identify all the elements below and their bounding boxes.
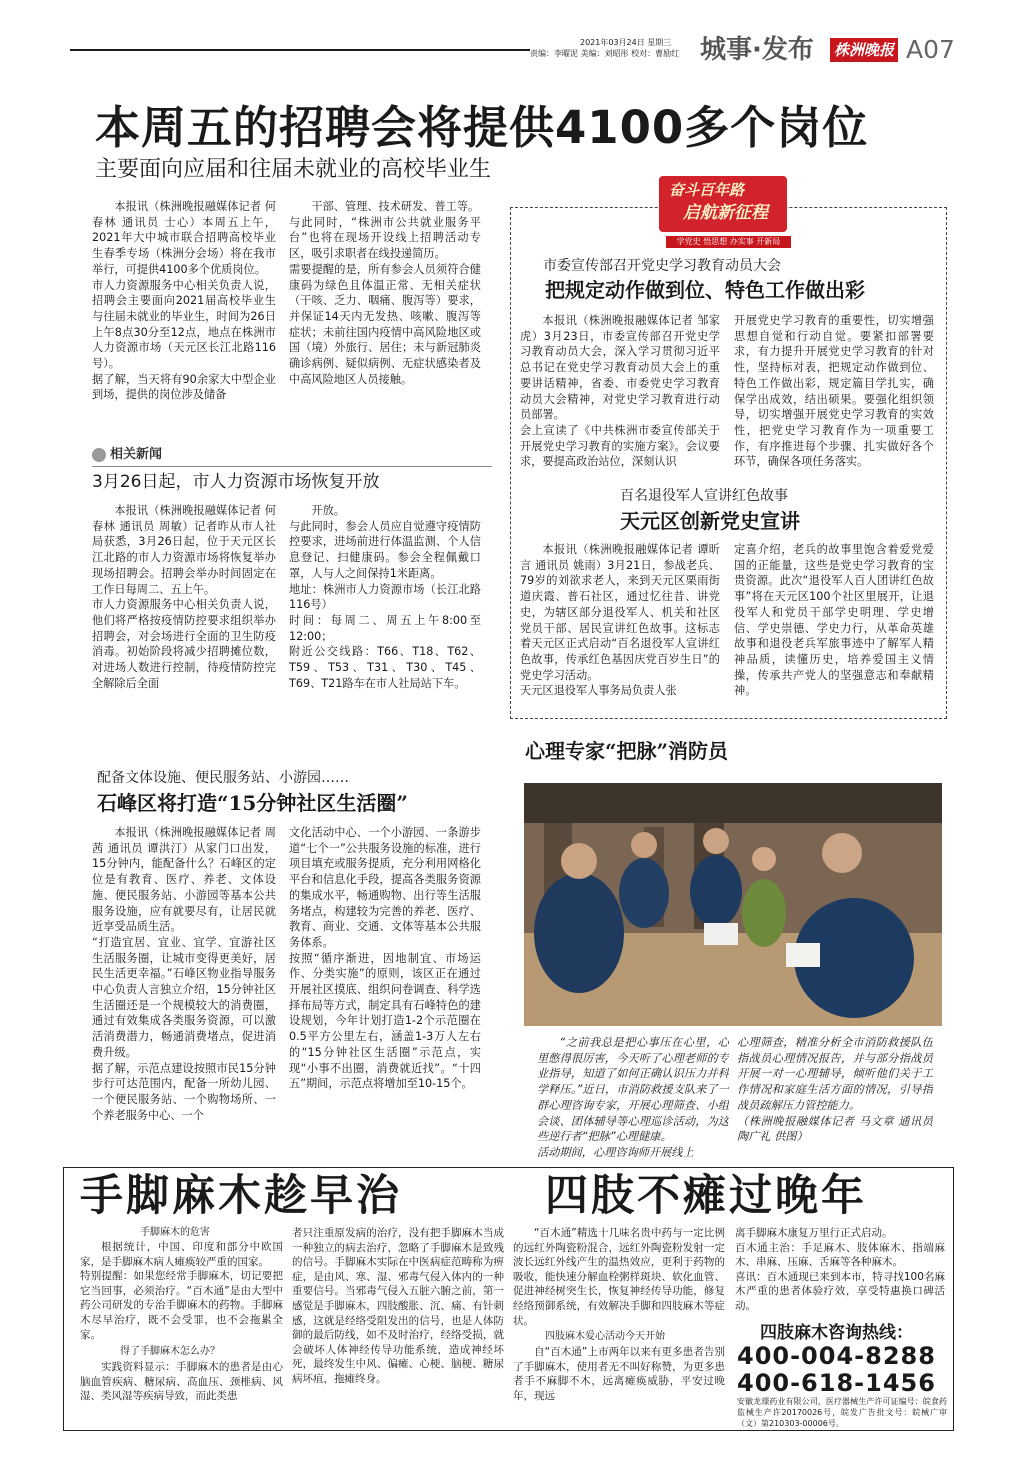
party-story2-col2: 定喜介绍，老兵的故事里饱含着爱党爱国的正能量，这些是党史学习教育的宝贵资源。此次“退役军人百人团讲红色故事”将在天元区100个社区里展开，让退役军人和党员干部学史明理、学史增信、学史崇德、学史力行，从革命英雄故事和退役老兵军旅事迹中了解军人精神品质，读懂历史，培养爱国主义情操，传承共产党人的坚强意志和奉献精神。	[734, 543, 934, 698]
party-logo	[655, 170, 795, 238]
ad-right-rule	[953, 1167, 954, 1430]
page-number: A07	[906, 35, 955, 64]
ad-col3: “百木通”精选十几味名贵中药与一定比例的远红外陶瓷粉混合，远红外陶瓷粉发射一定波长远红外线产生的温热效应，更利于药物的吸收，能快速分解血栓粥样斑块、软化血管、促进神经树突生长，恢复神经传导功能，修复经络预御系统，有效解决手脚和四肢麻木等症状。	[513, 1227, 725, 1326]
photo-illustration	[524, 783, 942, 1026]
logo-line2: 启航新征程	[683, 203, 768, 223]
ad-col3b: 自“百木通”上市两年以来有更多患者告别了手脚麻木，使用者无不叫好称赞，为更多患者手不麻脚不木，远离瘫痪威胁，平安过晚年，现远	[513, 1346, 725, 1402]
photo-headline: 心理专家“把脉”消防员	[525, 739, 729, 763]
community-col2: 文化活动中心、一个小游园、一条游步道“七个一”公共服务设施的标准，进行项目填充或服务提质，充分利用网格化平台和信息化手段，提高各类服务资源的集成水平，畅通购物、出行等生活服务堵点，构建较为完善的养老、医疗、教育、商业、交通、文体等基本公共服务体系。 按照“循序渐进，因地制宜、市场运作、分类实施”的原则，该区正在通过开展社区摸底、组织问卷调查、科学选择布局等方式，制定具有石峰特色的建设规划，今年计划打造1-2个示范圈在0.5平方公里左右，涵盖1-3万人左右的“15分钟社区生活圈”示范点，实现“小事不出圈，消费就近找”。“十四五”期间，示范点将增加至10-15个。	[289, 826, 481, 1091]
lead-headline: 本周五的招聘会将提供4100多个岗位	[95, 101, 869, 154]
related-tag-label: 相关新闻	[110, 447, 163, 462]
related-col1: 本报讯（株洲晚报融媒体记者 何春林 通讯员 周敏）记者昨从市人社局获悉，3月26日起，位于天元区长江北路的市人力资源市场将恢复举办现场招聘会。招聘会举办时间固定在工作日每周二、五上午。 市人力资源服务中心相关负责人说，他们将严格按疫情防控要求组织举办招聘会，对会场进行全面的卫生防疫消毒。初始阶段将减少招聘摊位数，对进场人数进行控制，待疫情防控完全解除后全面	[92, 504, 276, 690]
bubble-icon	[92, 448, 106, 462]
ad-headline-left: 手脚麻木趁早治	[80, 1171, 402, 1221]
ad-col4: 离手脚麻木康复万里行正式启动。 百木通主治：手足麻木、肢体麻木、指端麻木、串麻、压麻、舌麻等各种麻木。 喜讯：百木通现已来到本市，特寻找100名麻木严重的患者体验疗效，享受特惠换口碑活动。	[735, 1227, 945, 1312]
lead-subhead: 主要面向应届和往届未就业的高校毕业生	[95, 157, 492, 182]
photo-caption-col1: “之前我总是把心事压在心里，心里憋得很厉害，今天听了心理老师的专业指导，知道了如何正确认识压力并科学释压。”近日，市消防救援支队来了一群心理咨询专家，开展心理筛查、小组会谈、团体辅导等心理巡诊活动，为这些逆行者“把脉”心理健康。 活动期间，心理咨询师开展线上	[537, 1036, 729, 1159]
related-headline: 3月26日起，市人力资源市场恢复开放	[92, 472, 380, 492]
firefighters-photo	[524, 783, 942, 1026]
ad-col1-title2: 得了手脚麻木怎么办？	[120, 1346, 220, 1357]
ad-col1-title: 手脚麻木的危害	[140, 1227, 210, 1238]
hotline-phone-2: 400-618-1456	[737, 1369, 936, 1397]
ad-top-rule	[63, 1167, 953, 1168]
ad-col1: 根据统计，中国、印度和部分中欧国家，是手脚麻木病人瘫痪较严重的国家。 特别提醒：如果您经常手脚麻木，切记要把它当回事，必须治疗。“百木通”是由大型中药公司研发的专治手脚麻木的药物。手脚麻木尽早治疗，既不会受罪，也不会拖累全家。	[80, 1241, 283, 1341]
brand-logo: 株洲晚报	[830, 38, 898, 62]
related-tag	[92, 445, 182, 465]
community-col1: 本报讯（株洲晚报融媒体记者 周茜 通讯员 谭洪汀）从家门口出发，15分钟内，能配备什么？石峰区的定位是有教育、医疗、养老、文体设施、便民服务站、小游园等基本公共服务设施，应有就要尽有，让居民就近享受品质生活。 “打造宜居、宜业、宜学、宜游社区生活服务圈，让城市变得更美好，居民生活更幸福。”石峰区物业指导服务中心负责人言独立介绍，15分钟社区生活圈还是一个规模较大的消费圈，通过有效集成各类服务资源，可以激活消费潜力，畅通消费堵点，促进消费升级。 据了解，示范点建设按照市民15分钟步行可达范围内，配备一所幼儿园、一个便民服务站、一个购物场所、一个养老服务中心、一个	[92, 826, 276, 1122]
photo-caption-col2: 心理筛查，精准分析全市消防救援队伍指战员心理情况报告，并与部分指战员开展一对一心理辅导，倾听他们关于工作情况和家庭生活方面的情况，引导指战员疏解压力管控能力。 （株洲晚报融媒体记者 马文章 通讯员 陶广礼 供图）	[737, 1036, 933, 1144]
masthead-editors: 责编：李曜泥 美编：刘昭彤 校对：曹励红	[530, 49, 680, 58]
community-kicker: 配备文体设施、便民服务站、小游园……	[97, 770, 349, 786]
section-title: 城事·发布	[700, 35, 814, 65]
ad-company-info: 安徽龙璟药业有限公司，医疗器械生产许可证编号：皖食药监械生产许20170026号，皖发广告批文号：皖械广审（文）第210303-00006号。	[737, 1397, 947, 1428]
ad-col3-title: 四肢麻木爱心活动今天开始	[545, 1331, 665, 1342]
hotline-phone-1: 400-004-8288	[737, 1342, 936, 1370]
ad-left-rule	[63, 1167, 64, 1430]
masthead-date: 2021年03月24日 星期三	[580, 38, 672, 47]
ad-headline-right: 四肢不瘫过晚年	[545, 1171, 867, 1221]
party-story2-kicker: 百名退役军人宣讲红色故事	[620, 488, 788, 504]
party-story1-col1: 本报讯（株洲晚报融媒体记者 邹家虎）3月23日，市委宣传部召开党史学习教育动员大会，深入学习贯彻习近平总书记在党史学习教育动员大会上的重要讲话精神，省委、市委党史学习教育动员大会精神，对党史学习教育进行动员部署。 会上宣读了《中共株洲市委宣传部关于开展党史学习教育的实施方案》。会议要求，要提高政治站位，深刻认识	[520, 314, 720, 469]
related-col2: 开放。 与此同时，参会人员应自觉遵守疫情防控要求，进场前进行体温监测、个人信息登记、扫健康码。参会全程佩戴口罩，人与人之间保持1米距离。 地址：株洲市人力资源市场（长江北路116号） 时间：每周二、周五上午8:00至12:00； 附近公交线路：T66、T18、T62、T59、T53、T31、T30、T45、T69、T21路车在市人社局站下车。	[289, 504, 481, 690]
party-story1-kicker: 市委宣传部召开党史学习教育动员大会	[543, 258, 781, 274]
lead-col2: 干部、管理、技术研发、普工等。 与此同时，“株洲市公共就业服务平台”也将在现场开设线上招聘活动专区，吸引求职者在线投递简历。 需要提醒的是，所有参会人员须符合健康码为绿色且体温正常、无相关症状（干咳、乏力、咽痛、腹泻等）要求，并保证14天内无发热、咳嗽、腹泻等症状；未前往国内疫情中高风险地区或国（境）外旅行、居住；未与新冠肺炎确诊病例、疑似病例、无症状感染者及中高风险地区人员接触。	[289, 200, 481, 386]
masthead-rule	[70, 49, 530, 51]
party-story1-col2: 开展党史学习教育的重要性，切实增强思想自觉和行动自觉。要紧扣部署要求，有力提升开展党史学习教育的针对性，坚持标对表，把规定动作做到位、特色工作做出彩，规定篇目学扎实，确保学出成效，结出硕果。要强化组织领导，切实增强开展党史学习教育的实效性，把党史学习教育作为一项重要工作，有序推进每个步骤、扎实做好各个环节，确保各项任务落实。	[734, 314, 934, 469]
party-story1-headline: 把规定动作做到位、特色工作做出彩	[545, 278, 865, 302]
ad-col1b: 实践资料显示：手脚麻木的患者是由心脑血管疾病、糖尿病、高血压、颈椎病、风湿、类风湿等疾病导致，而此类患	[80, 1361, 283, 1403]
party-story2-col1: 本报讯（株洲晚报融媒体记者 谭昕言 通讯员 姚雨）3月21日，参战老兵、79岁的刘欲求老人，来到天元区栗雨街道庆霞、普石社区，通过忆往昔、讲党史，为辖区部分退役军人、机关和社区党员干部、居民宣讲红色故事。这标志着天元区正式启动“百名退役军人宣讲红色故事，传承红色基因庆党百岁生日”的党史学习活动。 天元区退役军人事务局负责人张	[520, 543, 720, 698]
party-story2-headline: 天元区创新党史宣讲	[620, 509, 800, 533]
hotline-label: 四肢麻木咨询热线：	[760, 1323, 913, 1343]
lead-col1: 本报讯（株洲晚报融媒体记者 何春林 通讯员 士心）本周五上午，2021年大中城市联合招聘高校毕业生春季专场（株洲分会场）将在我市举行，可提供4100多个优质岗位。 市人力资源服务中心相关负责人说，招聘会主要面向2021届高校毕业生与往届未就业的毕业生，时间为26日上午8点30分至12点，地点在株洲市人力资源市场（天元区长江北路116号）。 据了解，当天将有90余家大中型企业到场，提供的岗位涉及储备	[92, 200, 276, 402]
community-headline: 石峰区将打造“15分钟社区生活圈”	[97, 791, 408, 815]
related-rule	[92, 466, 492, 467]
logo-line1: 奋斗百年路	[669, 181, 745, 199]
logo-slogan: 学党史 悟思想 办实事 开新局	[666, 236, 791, 248]
ad-col2: 者只注重原发病的治疗，没有把手脚麻木当成一种独立的病去治疗，忽略了手脚麻木是致残的信号。手脚麻木实际在中医病症范畴称为痹症，是由风、寒、湿、邪毒气侵入体内的一种重要信号。当邪毒气侵入五脏六腑之前，第一感觉是手脚麻木，四肢酸胀、沉、痛、有针刺感，这就是经络受阻发出的信号，也是人体防御的最后防线，如不及时治疗，经络受损，就会破坏人体神经传导功能系统，造成神经坏死，最终发生中风、偏瘫、心梗、脑梗、糖尿病坏疽，拖瘫终身。	[292, 1227, 504, 1385]
ad-bottom-rule	[63, 1430, 954, 1431]
